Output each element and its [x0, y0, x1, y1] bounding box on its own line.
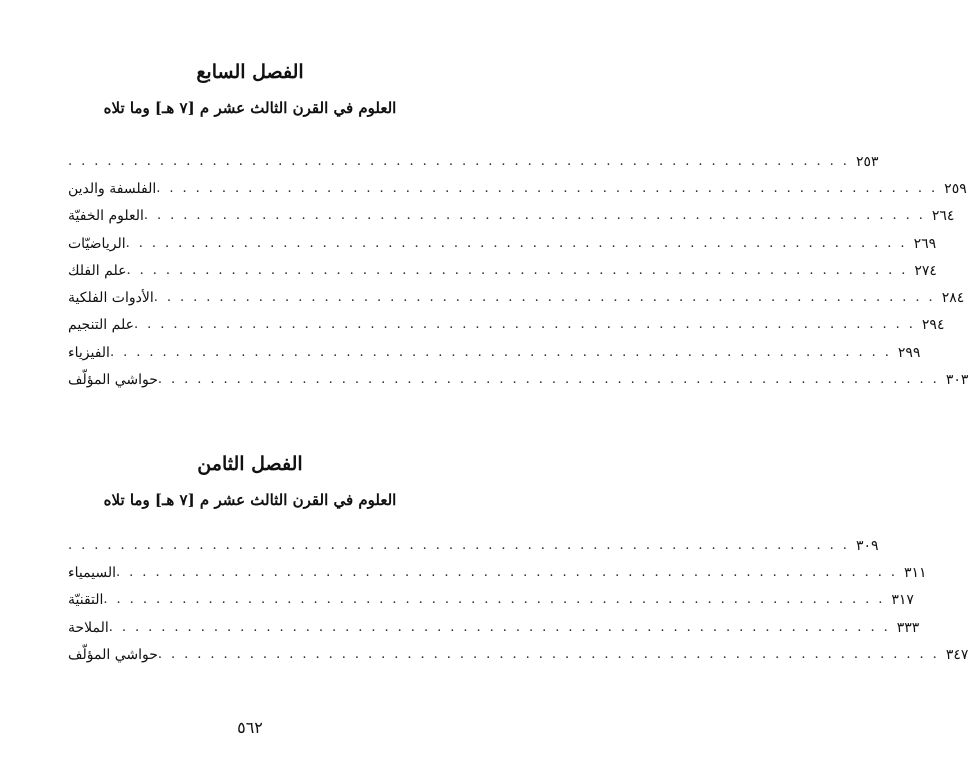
toc-entry	[62, 532, 879, 559]
toc-entry-title: الأدوات الفلكية	[68, 290, 154, 307]
leader-dots: ............................................................	[125, 235, 914, 251]
toc-entry-title: علم الفلك	[68, 262, 127, 279]
toc-entry	[62, 614, 920, 641]
leader-dots: ............................................................	[156, 180, 945, 196]
leader-dots: ............................................................	[116, 564, 904, 580]
toc-entry-title: حواشي المؤلّف	[68, 372, 158, 389]
toc-entry-title: الملاحة	[68, 619, 109, 636]
toc-entry-title: الفلسفة والدين	[68, 180, 157, 197]
toc-entry	[62, 257, 937, 284]
leader-dots: ............................................................	[157, 372, 946, 388]
toc-entry-page: ٢٩٩	[897, 344, 921, 361]
toc-entry	[62, 587, 914, 614]
toc-entry-title: السيمياء	[68, 564, 117, 581]
toc-entry	[62, 559, 927, 586]
toc-entry	[62, 175, 967, 202]
toc-entry-page: ٣١١	[904, 564, 927, 581]
toc-list	[62, 532, 968, 668]
toc-entry	[62, 366, 968, 393]
toc-entry-page: ٢٦٩	[913, 235, 937, 252]
toc-entry-title: علم التنجيم	[68, 317, 134, 334]
page-number: ٥٦٢	[237, 718, 263, 737]
chapter-title: الفصل السابع	[196, 61, 304, 83]
toc-entry-title: الرياضيّات	[68, 235, 126, 252]
toc-entry-page: ٣٠٩	[855, 537, 879, 554]
toc-entry-title: الفيزياء	[68, 344, 110, 361]
leader-dots: ............................................................	[153, 290, 942, 306]
chapter-eight	[0, 450, 968, 663]
toc-entry	[62, 312, 945, 339]
toc-entry-page: ٣١٧	[891, 592, 914, 609]
toc-entry-page: ٢٧٤	[914, 262, 937, 279]
leader-dots: ............................................................	[126, 262, 915, 278]
leader-dots: ............................................................	[109, 344, 898, 360]
chapter-subtitle: العلوم في القرن الثالث عشر م [٧ هـ] وما تلاه	[103, 491, 397, 509]
toc-entry	[62, 148, 879, 175]
toc-entry-page: ٣٠٣	[945, 372, 968, 389]
toc-entry-title: حواشي المؤلّف	[68, 646, 158, 663]
leader-dots: ............................................................	[108, 619, 897, 635]
chapter-title: الفصل الثامن	[197, 453, 303, 475]
toc-entry-page: ٣٣٣	[896, 619, 920, 636]
leader-dots: ............................................................	[68, 537, 856, 553]
chapter-subtitle: العلوم في القرن الثالث عشر م [٧ هـ] وما تلاه	[103, 99, 397, 117]
toc-entry-title: العلوم الخفيّة	[68, 208, 144, 225]
toc-entry-page: ٢٨٤	[941, 290, 965, 307]
leader-dots: ............................................................	[133, 317, 922, 333]
toc-entry	[62, 230, 937, 257]
leader-dots: ............................................................	[143, 208, 932, 224]
leader-dots: ............................................................	[68, 153, 856, 169]
toc-entry	[62, 203, 955, 230]
leader-dots: ............................................................	[103, 592, 892, 608]
chapter-seven	[0, 58, 968, 389]
toc-entry-page: ٢٥٣	[855, 153, 879, 170]
toc-entry-title: التقنيّة	[68, 592, 104, 609]
toc-entry	[62, 641, 968, 668]
toc-entry	[62, 284, 965, 311]
toc-entry-page: ٢٩٤	[921, 317, 945, 334]
toc-entry-page: ٣٤٧	[945, 646, 968, 663]
toc-entry-page: ٢٦٤	[931, 208, 955, 225]
toc-entry-page: ٢٥٩	[944, 180, 967, 197]
toc-entry	[62, 339, 921, 366]
toc-list	[62, 148, 968, 394]
leader-dots: ............................................................	[157, 646, 946, 662]
